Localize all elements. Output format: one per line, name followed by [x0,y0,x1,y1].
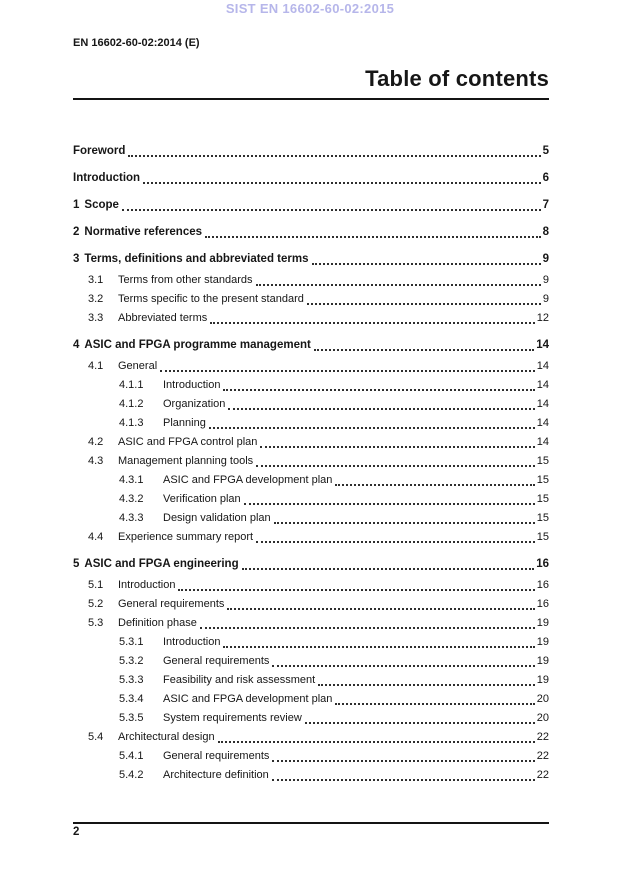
toc-entry [73,652,549,671]
toc-entry [73,471,549,490]
toc-entry [73,376,549,395]
toc-entry-page: 20 [536,693,549,705]
toc-entry-number: 5.3 [88,617,104,629]
toc-dotted-leader [223,389,534,391]
document-reference: EN 16602-60-02:2014 (E) [73,37,200,49]
toc-entry-page: 7 [542,199,549,211]
toc-dotted-leader [228,408,534,410]
toc-entry-page: 6 [542,172,549,184]
toc-entry [73,709,549,728]
toc-dotted-leader [143,182,541,184]
toc-entry-page: 15 [536,474,549,486]
toc-entry-page: 9 [542,293,549,305]
toc-dotted-leader [205,236,541,238]
toc-entry-page: 14 [536,436,549,448]
toc-entry-label: Terms, definitions and abbreviated terms [84,253,309,265]
toc-entry-label: General requirements [163,655,270,667]
toc-entry-page: 15 [536,512,549,524]
toc-entry-label: ASIC and FPGA control plan [118,436,258,448]
toc-entry [73,555,549,574]
toc-entry-label: Organization [163,398,226,410]
toc-entry-number: 5.3.3 [119,674,144,686]
toc-entry-page: 14 [536,417,549,429]
toc-entry-label: Scope [84,199,119,211]
toc-entry-number: 5.4.1 [119,750,144,762]
toc-entry [73,290,549,309]
toc-entry [73,671,549,690]
toc-entry-label: Introduction [118,579,176,591]
toc-entry [73,250,549,269]
toc-entry [73,595,549,614]
toc-entry-page: 15 [536,493,549,505]
toc-dotted-leader [256,465,535,467]
toc-dotted-leader [335,484,534,486]
toc-entry [73,728,549,747]
toc-dotted-leader [335,703,534,705]
toc-entry [73,614,549,633]
toc-entry-page: 14 [536,360,549,372]
toc-entry-number: 3.2 [88,293,104,305]
toc-entry-number: 1 [73,199,80,211]
toc-dotted-leader [305,722,535,724]
toc-dotted-leader [312,263,541,265]
toc-dotted-leader [272,760,534,762]
toc-entry [73,142,549,161]
toc-entry [73,766,549,785]
toc-entry-number: 4.2 [88,436,104,448]
toc-dotted-leader [272,665,534,667]
toc-entry [73,490,549,509]
toc-entry-number: 4.1.2 [119,398,144,410]
toc-dotted-leader [128,155,540,157]
toc-entry-number: 4.3 [88,455,104,467]
toc-entry-label: General requirements [163,750,270,762]
toc-entry-number: 3.3 [88,312,104,324]
toc-entry-number: 5.3.2 [119,655,144,667]
toc-dotted-leader [210,322,534,324]
toc-entry-page: 22 [536,769,549,781]
toc-entry-label: Architectural design [118,731,215,743]
toc-dotted-leader [244,503,535,505]
toc-dotted-leader [178,589,534,591]
toc-entry [73,528,549,547]
toc-entry [73,309,549,328]
toc-entry-page: 22 [536,731,549,743]
toc-entry [73,576,549,595]
toc-entry-label: Verification plan [163,493,241,505]
toc-dotted-leader [256,541,535,543]
toc-dotted-leader [227,608,534,610]
toc-entry-number: 4.3.3 [119,512,144,524]
toc-entry-label: Definition phase [118,617,197,629]
footer-page-number: 2 [73,826,80,838]
toc-entry-number: 4.1.3 [119,417,144,429]
toc-entry-page: 9 [542,274,549,286]
toc-entry-number: 5.3.1 [119,636,144,648]
toc-entry-number: 4.3.2 [119,493,144,505]
toc-entry-page: 19 [536,674,549,686]
toc-entry-page: 15 [536,531,549,543]
table-of-contents [73,134,549,785]
toc-dotted-leader [209,427,535,429]
toc-entry-page: 19 [536,655,549,667]
toc-entry-label: Architecture definition [163,769,269,781]
toc-entry-label: Design validation plan [163,512,271,524]
toc-dotted-leader [260,446,534,448]
page-title: Table of contents [365,66,549,91]
toc-entry-page: 5 [542,145,549,157]
toc-entry-label: Foreword [73,145,126,157]
toc-dotted-leader [122,209,541,211]
toc-entry-number: 5.4.2 [119,769,144,781]
toc-entry [73,395,549,414]
toc-entry-label: Management planning tools [118,455,254,467]
toc-entry-label: ASIC and FPGA development plan [163,474,333,486]
toc-entry-page: 8 [542,226,549,238]
toc-entry-page: 9 [542,253,549,265]
toc-entry-label: Introduction [73,172,141,184]
toc-entry [73,223,549,242]
toc-entry-page: 16 [536,579,549,591]
toc-dotted-leader [223,646,534,648]
toc-entry-label: Terms specific to the present standard [118,293,304,305]
toc-entry-label: System requirements review [163,712,302,724]
toc-entry-label: ASIC and FPGA development plan [163,693,333,705]
toc-entry [73,433,549,452]
toc-entry-label: Abbreviated terms [118,312,208,324]
toc-entry-page: 19 [536,617,549,629]
toc-entry-number: 2 [73,226,80,238]
toc-entry [73,196,549,215]
toc-entry-number: 4.1.1 [119,379,144,391]
toc-entry-label: Introduction [163,379,221,391]
toc-entry-number: 5.3.5 [119,712,144,724]
toc-dotted-leader [160,370,535,372]
toc-entry-page: 14 [536,339,549,351]
toc-entry-number: 3.1 [88,274,104,286]
footer-divider [73,822,549,824]
toc-dotted-leader [307,303,541,305]
toc-entry-label: Normative references [84,226,203,238]
toc-dotted-leader [314,349,534,351]
toc-entry-number: 4 [73,339,80,351]
toc-entry-label: Experience summary report [118,531,254,543]
watermark-text: SIST EN 16602-60-02:2015 [225,1,395,16]
toc-entry [73,633,549,652]
toc-dotted-leader [242,568,535,570]
toc-entry-page: 14 [536,379,549,391]
toc-entry [73,414,549,433]
toc-entry-number: 5.3.4 [119,693,144,705]
toc-entry-number: 5 [73,558,80,570]
toc-entry-page: 16 [536,558,549,570]
toc-entry [73,271,549,290]
toc-entry-label: Feasibility and risk assessment [163,674,316,686]
toc-dotted-leader [218,741,535,743]
toc-entry-label: Planning [163,417,206,429]
toc-entry-page: 20 [536,712,549,724]
toc-entry [73,357,549,376]
toc-entry-page: 16 [536,598,549,610]
toc-entry [73,509,549,528]
toc-entry-page: 19 [536,636,549,648]
toc-entry [73,452,549,471]
toc-entry-number: 5.4 [88,731,104,743]
toc-entry [73,690,549,709]
toc-dotted-leader [274,522,535,524]
title-block [73,66,549,100]
toc-entry-page: 22 [536,750,549,762]
toc-entry-number: 3 [73,253,80,265]
toc-entry-page: 12 [536,312,549,324]
toc-entry-label: ASIC and FPGA programme management [84,339,311,351]
toc-dotted-leader [272,779,535,781]
toc-entry-page: 14 [536,398,549,410]
toc-entry-number: 4.1 [88,360,104,372]
toc-dotted-leader [256,284,541,286]
toc-entry-number: 4.3.1 [119,474,144,486]
toc-entry-label: Introduction [163,636,221,648]
toc-entry-label: General requirements [118,598,225,610]
toc-entry-number: 4.4 [88,531,104,543]
toc-entry-number: 5.1 [88,579,104,591]
toc-entry-label: ASIC and FPGA engineering [84,558,239,570]
toc-entry [73,336,549,355]
toc-entry-page: 15 [536,455,549,467]
toc-entry [73,169,549,188]
toc-dotted-leader [200,627,535,629]
toc-entry-label: Terms from other standards [118,274,253,286]
toc-entry-label: General [118,360,158,372]
toc-entry [73,747,549,766]
toc-dotted-leader [318,684,535,686]
toc-entry-number: 5.2 [88,598,104,610]
